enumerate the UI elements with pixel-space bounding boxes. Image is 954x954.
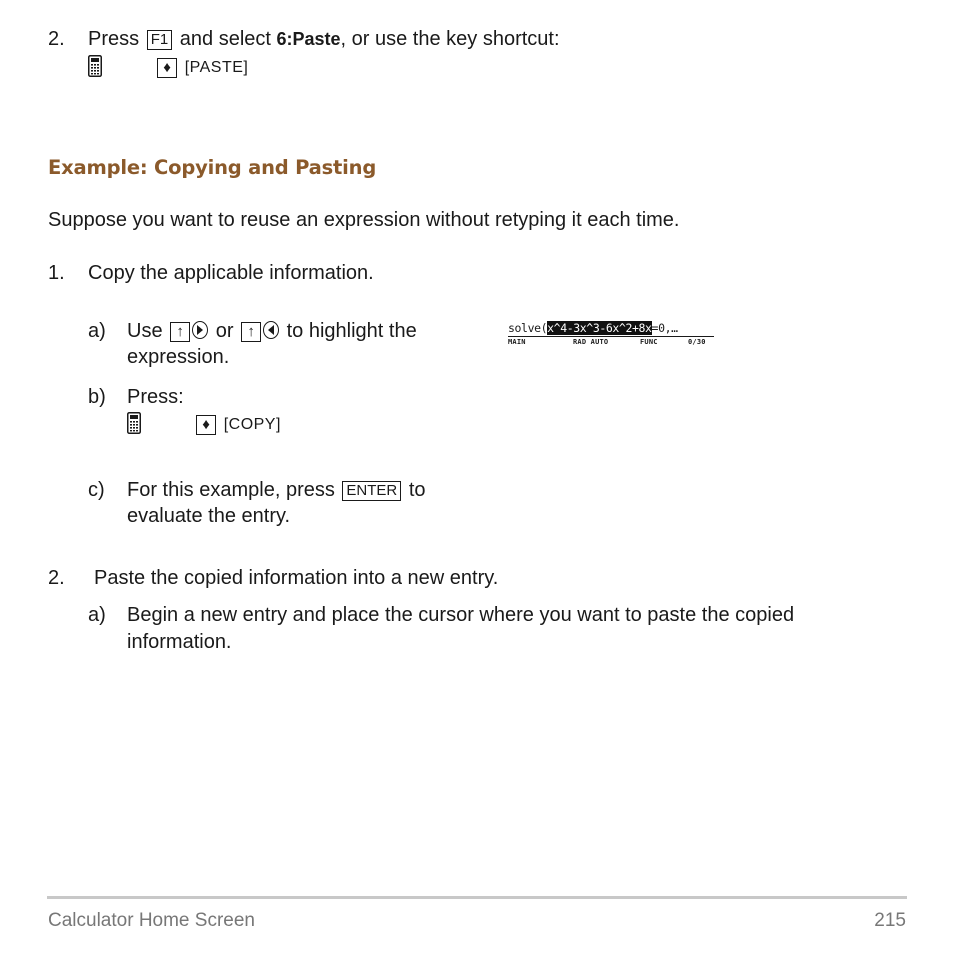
shift-up-arrow-icon: ↑ [170,322,190,342]
copy-label: [COPY] [223,416,281,433]
f1-key: F1 [147,30,173,50]
step-1-text: Copy the applicable information. [88,262,374,284]
paste-label: [PASTE] [184,59,249,76]
status-graph: FUNC [640,338,658,346]
diamond-key: ♦ [157,58,177,78]
left-arrow-icon [263,321,279,339]
substep-letter: a) [88,604,106,626]
section-heading: Example: Copying and Pasting [48,156,377,179]
status-bar [508,337,714,347]
step-number: 2. [48,567,65,589]
substep-letter: a) [88,320,106,342]
right-arrow-icon [192,321,208,339]
shift-up-arrow-icon: ↑ [241,322,261,342]
enter-key: ENTER [342,481,401,501]
substep-a-line2: expression. [127,346,230,368]
page-number: 215 [874,910,906,931]
status-mode: MAIN [508,338,526,346]
entry-line: solve(x^4-3x^3-6x^2+8x=0,… [508,321,714,337]
substep-letter: b) [88,386,106,408]
step-2-text: Paste the copied information into a new entry. [94,567,499,589]
copy-shortcut [127,412,281,440]
step-number: 1. [48,262,65,284]
highlighted-expression: x^4-3x^3-6x^2+8x [547,321,652,335]
substep-a-line1: Use ↑ or ↑ to highlight the [127,320,417,342]
substep-letter: c) [88,479,105,501]
substep-b-text: Press: [127,386,184,408]
footer-section-title: Calculator Home Screen [48,910,255,931]
step-2-instruction: Press F1 and select 6:Paste, or use the key shortcut: [88,28,560,50]
paste-shortcut [88,55,248,83]
calculator-icon [127,412,141,440]
step-number: 2. [48,28,65,50]
calculator-screen [508,321,714,347]
calculator-icon [88,55,102,83]
substep-2a-line1: Begin a new entry and place the cursor where you want to paste the copied [127,604,795,626]
menu-item-paste: 6:Paste [276,29,341,49]
substep-2a-line2: information. [127,631,232,653]
diamond-key: ♦ [196,415,216,435]
footer-divider [47,896,907,899]
substep-c-line2: evaluate the entry. [127,505,291,527]
status-history: 0/30 [688,338,706,346]
status-angle: RAD AUTO [573,338,609,346]
intro-paragraph: Suppose you want to reuse an expression without retyping it each time. [48,209,680,231]
substep-c-line1: For this example, press ENTER to [127,479,426,501]
